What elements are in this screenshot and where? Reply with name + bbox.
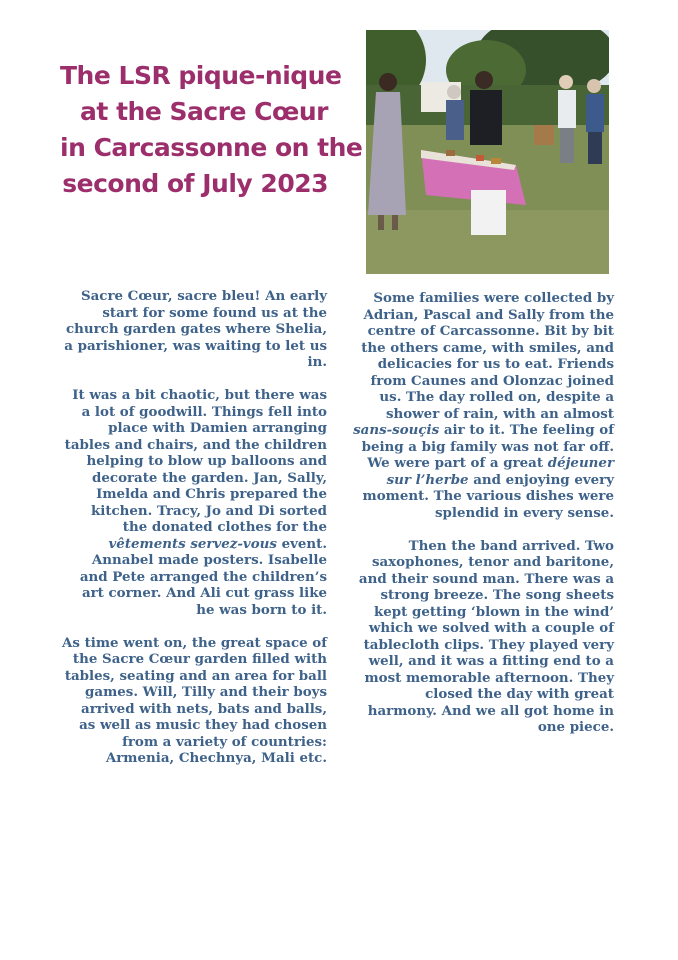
left-column [62, 288, 327, 783]
right-paragraph-1-text-a: Some families were collected by Adrian, Pascal and Sally from the centre of Carcassonne. Bit by bit the others came, with smiles, and delicacies for us to eat. Friends from Caunes and Olonzac joined us. The day rolled on, despite a shower of rain, with an almost [361, 290, 614, 422]
title-line-2: at the Sacre Cœur [80, 97, 328, 126]
right-paragraph-1-text-c: and enjoying every moment. The various dishes were splendid in every sense. [362, 471, 614, 521]
left-paragraph-2-text-a: It was a bit chaotic, but there was a lot of goodwill. Things fell into place with Damien arranging tables and chairs, and the children helping to blow up balloons and decorate the garden. Jan, Sally, Imelda and Chris prepared the kitchen. Tracy, Jo and Di sorted the donated clothes for the [64, 387, 327, 535]
right-paragraph-1 [352, 290, 614, 521]
picnic-photo [366, 30, 609, 274]
left-paragraph-2-italic: vêtements servez-vous [108, 535, 277, 552]
left-paragraph-1: Sacre Cœur, sacre bleu! An early start for some found us at the church garden gates where Shelia, a parishioner, was waiting to let us in. [64, 288, 327, 370]
title-line-3: in Carcassonne on the [60, 133, 363, 162]
right-column [352, 290, 614, 752]
title-line-1: The LSR pique-nique [60, 61, 342, 90]
right-paragraph-1-italic-2: déjeuner sur l’herbe [386, 455, 614, 488]
left-paragraph-3: As time went on, the great space of the Sacre Cœur garden filled with tables, seating and an area for ball games. Will, Tilly and their boys arrived with nets, bats and balls, as well as music they had chosen from a variety of countries: Armenia, Chechnya, Mali etc. [62, 634, 328, 766]
right-paragraph-1-text-b: air to it. The feeling of being a big family was not far off. We were part of a great [361, 422, 614, 471]
right-paragraph-1-italic-1: sans-souçis [353, 422, 440, 438]
page-title [60, 58, 363, 202]
left-paragraph-2-text-b: event. Annabel made posters. Isabelle and Pete arranged the children’s art corner. And Ali cut grass like he was born to it. [79, 535, 327, 618]
left-paragraph-2 [62, 387, 327, 618]
title-line-4: second of July 2023 [62, 169, 328, 198]
right-paragraph-2: Then the band arrived. Two saxophones, tenor and baritone, and their sound man. There was a strong breeze. The song sheets kept getting ‘blown in the wind’ which we solved with a couple of tablecloth clips. They played very well, and it was a fitting end to a most memorable afternoon. They closed the day with great harmony. And we all got home in one piece. [358, 537, 614, 735]
